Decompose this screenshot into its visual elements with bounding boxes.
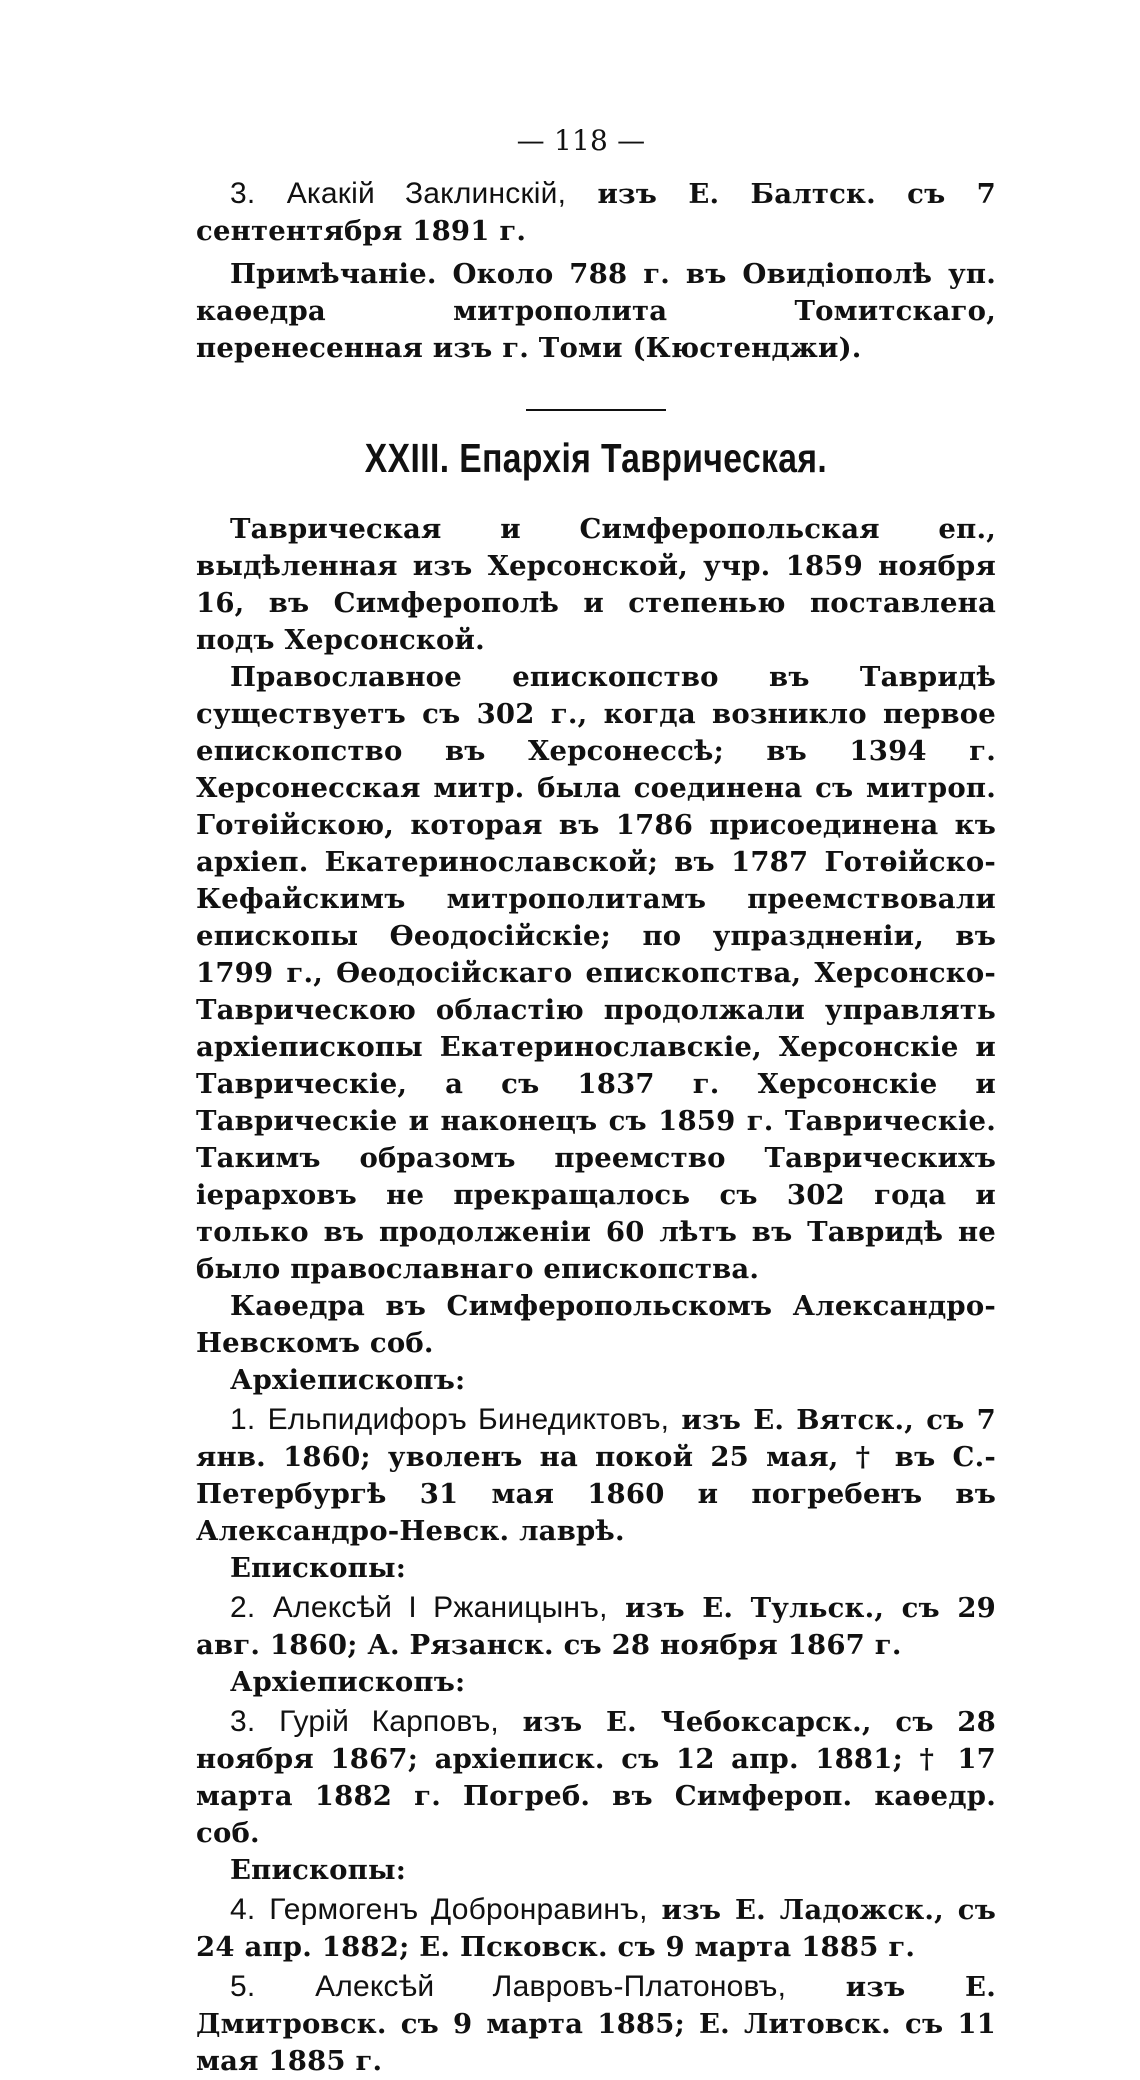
page-number: — 118 — [516, 124, 646, 157]
section-title: XXIII. Епархія Таврическая. [364, 435, 828, 481]
entry-aleksey-rzhanitsyn [196, 1589, 996, 1664]
entry-text: изъ Е. Чебоксарск., съ 28 ноября 1867; архіеписк. съ 12 апр. 1881; † 17 марта 1882 г. Погреб. въ Симфероп. каѳедр. соб. [196, 1706, 996, 1849]
entry-text: изъ Е. Дмитровск. съ 9 марта 1885; Е. Литовск. съ 11 мая 1885 г. [196, 1971, 996, 2077]
history-paragraph: Православное епископство въ Тавридѣ существуетъ съ 302 г., когда возникло первое епископство въ Херсонессѣ; въ 1394 г. Херсонесская митр. была соединена съ митроп. Готѳійскою, которая въ 1786 присоединена къ архіеп. Екатеринославской; въ 1787 Готѳійско-Кефайскимъ митрополитамъ преемствовали епископы Ѳеодосійскіе; по упраздненіи, въ 1799 г., Ѳеодосійскаго епископства, Херсонско-Таврическою областію продолжали управлять архіепископы Екатеринославскіе, Херсонскіе и Таврическіе, а съ 1837 г. Херсонскіе и Таврическіе и наконецъ съ 1859 г. Таврическіе. Такимъ образомъ преемство Таврическихъ іерарховъ не прекращалось съ 302 года и только въ продолженіи 60 лѣтъ въ Тавридѣ не было православнаго епископства. [196, 661, 996, 1285]
entry-guriy-karpov [196, 1703, 996, 1852]
entry-number: 5. [230, 1970, 256, 2003]
entry-name: Алексѣй Лавровъ-Платоновъ, [315, 1970, 787, 2003]
entry-number: 3. [230, 177, 256, 210]
note-paragraph: Примѣчаніе. Около 788 г. въ Овидіополѣ уп. каѳедра митрополита Томитскаго, перенесенная изъ г. Томи (Кюстенджи). [196, 258, 996, 364]
entry-name: Гермогенъ Добронравинъ, [269, 1893, 648, 1926]
diocese-intro-paragraph: Таврическая и Симферопольская еп., выдѣленная изъ Херсонской, учр. 1859 ноября 16, въ Симферополѣ и степенью поставлена подъ Херсонской. [196, 513, 996, 656]
entry-name: Акакій Заклинскій, [286, 177, 567, 210]
entry-number: 2. [230, 1591, 256, 1624]
entry-aleksey-lavrov [196, 1968, 996, 2080]
entry-name: Ельпидифоръ Бинедиктовъ, [267, 1403, 670, 1436]
entry-text: изъ Е. Вятск., съ 7 янв. 1860; уволенъ на покой 25 мая, † въ С.-Петербургѣ 31 мая 1860 и погребенъ въ Александро-Невск. лаврѣ. [196, 1404, 996, 1547]
rank-label-archbishop: Архіепископъ: [230, 1666, 466, 1698]
entry-name: Алексѣй I Ржаницынъ, [272, 1591, 608, 1624]
entry-text: изъ Е. Балтск. съ 7 сентентября 1891 г. [196, 178, 996, 247]
entry-name: Гурій Карповъ, [279, 1705, 499, 1738]
rank-label-archbishop: Архіепископъ: [230, 1364, 466, 1396]
rank-label-bishops: Епископы: [230, 1854, 407, 1886]
entry-akakiy [196, 175, 996, 250]
section-divider [526, 409, 666, 411]
entry-number: 4. [230, 1893, 256, 1926]
rank-label-bishops: Епископы: [230, 1552, 407, 1584]
entry-text: изъ Е. Ладожск., съ 24 апр. 1882; Е. Псковск. съ 9 марта 1885 г. [196, 1894, 997, 1963]
cathedra-line: Каѳедра въ Симферопольскомъ Александро-Невскомъ соб. [196, 1290, 996, 1359]
entry-text: изъ Е. Тульск., съ 29 авг. 1860; А. Рязанск. съ 28 ноября 1867 г. [196, 1592, 996, 1661]
entry-germogen [196, 1891, 996, 1966]
page-content [196, 122, 996, 2080]
entry-number: 3. [230, 1705, 256, 1738]
entry-number: 1. [230, 1403, 256, 1436]
entry-elpidifor [196, 1401, 996, 1550]
